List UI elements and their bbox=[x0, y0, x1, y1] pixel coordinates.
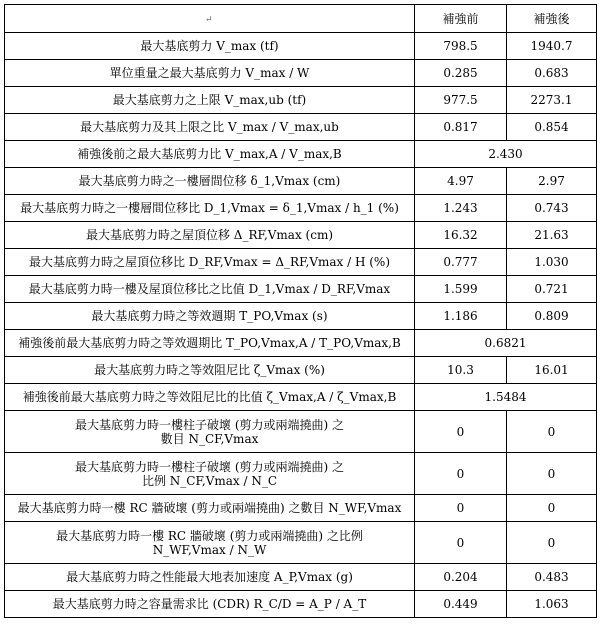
value-before: 798.5 bbox=[415, 33, 507, 60]
row-label: 最大基底剪力時之等效週期 T_PO,Vmax (s) bbox=[5, 303, 415, 330]
row-label: 最大基底剪力時之性能最大地表加速度 A_P,Vmax (g) bbox=[5, 564, 415, 591]
table-row bbox=[5, 495, 597, 522]
row-label bbox=[5, 411, 415, 453]
value-after: 0 bbox=[507, 453, 597, 495]
row-label: 最大基底剪力及其上限之比 V_max / V_max,ub bbox=[5, 114, 415, 141]
table-row bbox=[5, 330, 597, 357]
table-row bbox=[5, 522, 597, 564]
row-label: 最大基底剪力之上限 V_max,ub (tf) bbox=[5, 87, 415, 114]
value-after: 1940.7 bbox=[507, 33, 597, 60]
value-before: 0.449 bbox=[415, 591, 507, 618]
table-row bbox=[5, 60, 597, 87]
value-after: 0.721 bbox=[507, 276, 597, 303]
row-label: 最大基底剪力時之一樓層間位移比 D_1,Vmax = δ_1,Vmax / h_1 (%) bbox=[5, 195, 415, 222]
value-after: 1.030 bbox=[507, 249, 597, 276]
value-before: 0.817 bbox=[415, 114, 507, 141]
value-before: 1.243 bbox=[415, 195, 507, 222]
value-after: 1.063 bbox=[507, 591, 597, 618]
value-before: 0.204 bbox=[415, 564, 507, 591]
row-label-line1: 最大基底剪力時一樓柱子破壞 (剪力或兩端撓曲) 之 bbox=[75, 459, 344, 474]
paragraph-mark: ↵ bbox=[205, 14, 213, 25]
row-label-line1: 最大基底剪力時一樓柱子破壞 (剪力或兩端撓曲) 之 bbox=[75, 417, 344, 432]
row-label bbox=[5, 522, 415, 564]
value-before: 0 bbox=[415, 411, 507, 453]
table-row bbox=[5, 33, 597, 60]
value-before: 16.32 bbox=[415, 222, 507, 249]
value-after: 0.743 bbox=[507, 195, 597, 222]
value-after: 2273.1 bbox=[507, 87, 597, 114]
table-row bbox=[5, 303, 597, 330]
table-row bbox=[5, 222, 597, 249]
table-row bbox=[5, 195, 597, 222]
row-label-line1: 最大基底剪力時一樓 RC 牆破壞 (剪力或兩端撓曲) 之比例 bbox=[56, 528, 363, 543]
row-label-line2: 比例 N_CF,Vmax / N_C bbox=[141, 473, 278, 488]
row-label: 最大基底剪力時之等效阻尼比 ζ_Vmax (%) bbox=[5, 357, 415, 384]
value-after: 21.63 bbox=[507, 222, 597, 249]
value-before: 1.186 bbox=[415, 303, 507, 330]
table-row bbox=[5, 564, 597, 591]
value-after: 0.683 bbox=[507, 60, 597, 87]
value-after: 0.809 bbox=[507, 303, 597, 330]
value-before: 0.285 bbox=[415, 60, 507, 87]
row-label: 最大基底剪力時一樓 RC 牆破壞 (剪力或兩端撓曲) 之數目 N_WF,Vmax bbox=[5, 495, 415, 522]
value-after: 16.01 bbox=[507, 357, 597, 384]
value-merged: 2.430 bbox=[415, 141, 597, 168]
row-label-line2: 數目 N_CF,Vmax bbox=[160, 431, 259, 446]
table-row bbox=[5, 249, 597, 276]
value-before: 977.5 bbox=[415, 87, 507, 114]
row-label: 補強後前最大基底剪力時之等效週期比 T_PO,Vmax,A / T_PO,Vmax,B bbox=[5, 330, 415, 357]
value-after: 0 bbox=[507, 495, 597, 522]
table-row bbox=[5, 411, 597, 453]
row-label: 補強後前之最大基底剪力比 V_max,A / V_max,B bbox=[5, 141, 415, 168]
value-after: 0 bbox=[507, 411, 597, 453]
row-label: 最大基底剪力時之容量需求比 (CDR) R_C/D = A_P / A_T bbox=[5, 591, 415, 618]
value-merged: 0.6821 bbox=[415, 330, 597, 357]
row-label: 補強後前最大基底剪力時之等效阻尼比的比值 ζ_Vmax,A / ζ_Vmax,B bbox=[5, 384, 415, 411]
header-row bbox=[5, 5, 597, 33]
value-before: 0 bbox=[415, 522, 507, 564]
table-row bbox=[5, 357, 597, 384]
row-label bbox=[5, 453, 415, 495]
value-after: 0.483 bbox=[507, 564, 597, 591]
value-before: 0.777 bbox=[415, 249, 507, 276]
row-label: 最大基底剪力 V_max (tf) bbox=[5, 33, 415, 60]
table-row bbox=[5, 276, 597, 303]
table-row bbox=[5, 591, 597, 618]
row-label: 最大基底剪力時一樓及屋頂位移比之比值 D_1,Vmax / D_RF,Vmax bbox=[5, 276, 415, 303]
value-merged: 1.5484 bbox=[415, 384, 597, 411]
table-row bbox=[5, 87, 597, 114]
corner-cell bbox=[5, 5, 415, 33]
header-after: 補強後 bbox=[507, 5, 597, 33]
header-before: 補強前 bbox=[415, 5, 507, 33]
results-table bbox=[4, 4, 597, 618]
value-before: 0 bbox=[415, 495, 507, 522]
value-before: 10.3 bbox=[415, 357, 507, 384]
value-after: 0 bbox=[507, 522, 597, 564]
row-label: 最大基底剪力時之屋頂位移比 D_RF,Vmax = Δ_RF,Vmax / H (%) bbox=[5, 249, 415, 276]
value-before: 4.97 bbox=[415, 168, 507, 195]
value-after: 2.97 bbox=[507, 168, 597, 195]
row-label: 最大基底剪力時之一樓層間位移 δ_1,Vmax (cm) bbox=[5, 168, 415, 195]
table-row bbox=[5, 168, 597, 195]
table-row bbox=[5, 384, 597, 411]
row-label: 單位重量之最大基底剪力 V_max / W bbox=[5, 60, 415, 87]
table-row bbox=[5, 453, 597, 495]
value-before: 1.599 bbox=[415, 276, 507, 303]
row-label: 最大基底剪力時之屋頂位移 Δ_RF,Vmax (cm) bbox=[5, 222, 415, 249]
table-row bbox=[5, 114, 597, 141]
value-before: 0 bbox=[415, 453, 507, 495]
row-label-line2: N_WF,Vmax / N_W bbox=[152, 542, 267, 557]
value-after: 0.854 bbox=[507, 114, 597, 141]
table-row bbox=[5, 141, 597, 168]
